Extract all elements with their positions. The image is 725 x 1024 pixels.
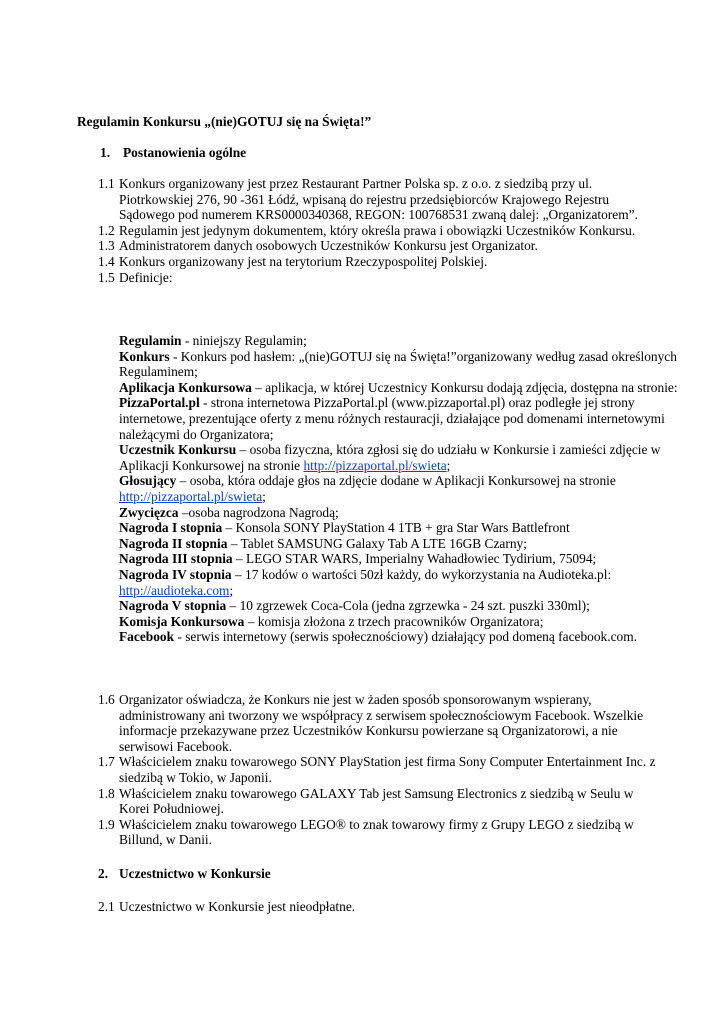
definition-text: – Tablet SAMSUNG Galaxy Tab A LTE 16GB Czarny; [227, 535, 527, 551]
definition-item [119, 473, 679, 504]
definition-item [119, 505, 679, 521]
section-number: 1. [100, 145, 111, 160]
definition-term: Konkurs [119, 348, 170, 364]
definition-term: Facebook [119, 629, 175, 645]
definition-term: Regulamin [119, 333, 182, 348]
definition-text: – LEGO STAR WARS, Imperialny Wahadłowiec Tydirium, 75094; [232, 551, 597, 567]
definition-term: Nagroda III stopnia [119, 551, 233, 567]
definition-text: – Konsola SONY PlayStation 4 1TB + gra Star Wars Battlefront [222, 520, 570, 536]
list-item [98, 692, 658, 754]
definition-term: Głosujący [119, 473, 177, 489]
definitions-list [119, 333, 679, 645]
item-text: Właścicielem znaku towarowego SONY PlayStation jest firma Sony Computer Entertainment Inc. z siedzibą w Tokio, w Japonii. [119, 754, 656, 785]
audioteka-link[interactable]: http://audioteka.com [119, 582, 230, 598]
section-1-heading [100, 145, 246, 161]
list-item [98, 817, 658, 848]
pizzaportal-swieta-link[interactable]: http://pizzaportal.pl/swieta [303, 457, 447, 473]
definition-item [119, 598, 679, 614]
item-number: 1.4 [98, 253, 115, 269]
item-number: 1.7 [98, 754, 115, 770]
item-text: Konkurs organizowany jest przez Restaurant Partner Polska sp. z o.o. z siedzibą przy ul. Piotrkowskiej 276, 90 -361 Łódź, wpisaną do rejestru przedsiębiorców Krajowego Rejestru Sądowego pod numerem KRS0000340368, REGON: 100768531 zwaną dalej: „Organizatorem”. [119, 176, 638, 223]
definition-text: – osoba, która oddaje głos na zdjęcie dodane w Aplikacji Konkursowej na stronie [176, 473, 616, 489]
item-number: 1.8 [98, 785, 115, 801]
definition-text: –osoba nagrodzona Nagrodą; [178, 504, 339, 520]
definition-text: – 17 kodów o wartości 50zł każdy, do wykorzystania na Audioteka.pl: [231, 566, 612, 582]
definition-suffix: ; [262, 488, 266, 504]
definition-suffix: ; [446, 457, 451, 473]
definition-term: Nagroda IV stopnia [119, 566, 232, 582]
item-text: Właścicielem znaku towarowego GALAXY Tab jest Samsung Electronics z siedzibą w Seulu w Korei Południowej. [119, 785, 634, 817]
section-number: 2. [98, 866, 109, 881]
section-1-items [98, 176, 658, 285]
definition-text: - serwis internetowy (serwis społecznościowy) działający pod domeną facebook.com. [174, 629, 637, 645]
item-text: Regulamin jest jedynym dokumentem, który określa prawa i obowiązki Uczestników Konkursu. [119, 222, 636, 238]
definition-text: - Konkurs pod hasłem: „(nie)GOTUJ się na Święta!”organizowany według zasad określonych Regulaminem; [119, 348, 677, 380]
definition-text: – 10 zgrzewek Coca-Cola (jedna zgrzewka - 24 szt. puszki 330ml); [226, 598, 590, 614]
definition-text: – komisja złożona z trzech pracowników Organizatora; [244, 613, 544, 629]
definition-item [119, 536, 679, 552]
definition-item [119, 349, 679, 380]
section-title: Postanowienia ogólne [123, 145, 247, 160]
section-title: Uczestnictwo w Konkursie [119, 866, 271, 881]
definition-term: Uczestnik Konkursu [119, 442, 237, 458]
list-item [98, 270, 658, 286]
item-text: Administratorem danych osobowych Uczestników Konkursu jest Organizator. [119, 238, 538, 254]
definition-item [119, 614, 679, 630]
list-item [98, 223, 658, 239]
definition-item [119, 520, 679, 536]
item-number: 2.1 [98, 899, 115, 914]
definition-suffix: ; [229, 582, 234, 598]
document-title: Regulamin Konkursu „(nie)GOTUJ się na Święta!” [77, 114, 372, 129]
item-number: 1.6 [98, 692, 115, 707]
definition-item [119, 551, 679, 567]
definition-term: Aplikacja Konkursowa [119, 379, 252, 395]
item-text: Uczestnictwo w Konkursie jest nieodpłatne. [119, 899, 356, 914]
definition-item [119, 442, 679, 473]
list-item [98, 899, 658, 915]
definition-term: Komisja Konkursowa [119, 613, 245, 629]
item-text: Właścicielem znaku towarowego LEGO® to znak towarowy firmy z Grupy LEGO z siedzibą w Billund, w Danii. [119, 816, 634, 848]
definition-text: – osoba fizyczna, która zgłosi się do udziału w Konkursie i zamieści zdjęcie w Aplikacji Konkursowej na stronie [119, 442, 661, 473]
definition-term: Nagroda V stopnia [119, 598, 227, 614]
list-item [98, 176, 658, 223]
definition-text: - strona internetowa PizzaPortal.pl (www.pizzaportal.pl) oraz podległe jej strony internetowe, prezentujące oferty z menu różnych restauracji, działające pod domenami internetowymi należącymi do Organizatora; [119, 395, 665, 442]
item-text: Konkurs organizowany jest na terytorium Rzeczypospolitej Polskiej. [119, 253, 488, 269]
definition-item [119, 629, 679, 645]
definition-term: Nagroda II stopnia [119, 535, 228, 551]
section-1-items-continued [98, 692, 658, 848]
list-item [98, 786, 658, 817]
definition-text: - niniejszy Regulamin; [181, 333, 307, 348]
pizzaportal-swieta-link[interactable]: http://pizzaportal.pl/swieta [119, 488, 263, 504]
item-number: 1.3 [98, 238, 115, 254]
definition-item [119, 333, 679, 349]
definition-term: Nagroda I stopnia [119, 520, 223, 536]
definition-item [119, 567, 679, 598]
item-number: 1.5 [98, 269, 115, 285]
item-text: Definicje: [119, 269, 173, 285]
definition-text: – aplikacja, w której Uczestnicy Konkursu dodają zdjęcia, dostępna na stronie: [251, 379, 678, 395]
definition-item [119, 380, 679, 396]
section-2-items [98, 899, 658, 915]
list-item [98, 754, 658, 785]
item-text: Organizator oświadcza, że Konkurs nie jest w żaden sposób sponsorowanym wspierany, administrowany ani tworzony we współpracy z serwisem społecznościowym Facebook. Wszelkie informacje przekazywane przez Uczestników Konkursu powierzane są Organizatorowi, a nie serwisowi Facebook. [119, 692, 644, 754]
list-item [98, 238, 658, 254]
definition-term: Zwycięzca [119, 504, 179, 520]
item-number: 1.1 [98, 176, 115, 191]
item-number: 1.2 [98, 222, 115, 238]
definition-term: PizzaPortal.pl [119, 395, 200, 411]
item-number: 1.9 [98, 816, 115, 832]
list-item [98, 254, 658, 270]
section-2-heading [98, 866, 271, 882]
definition-item [119, 395, 679, 442]
